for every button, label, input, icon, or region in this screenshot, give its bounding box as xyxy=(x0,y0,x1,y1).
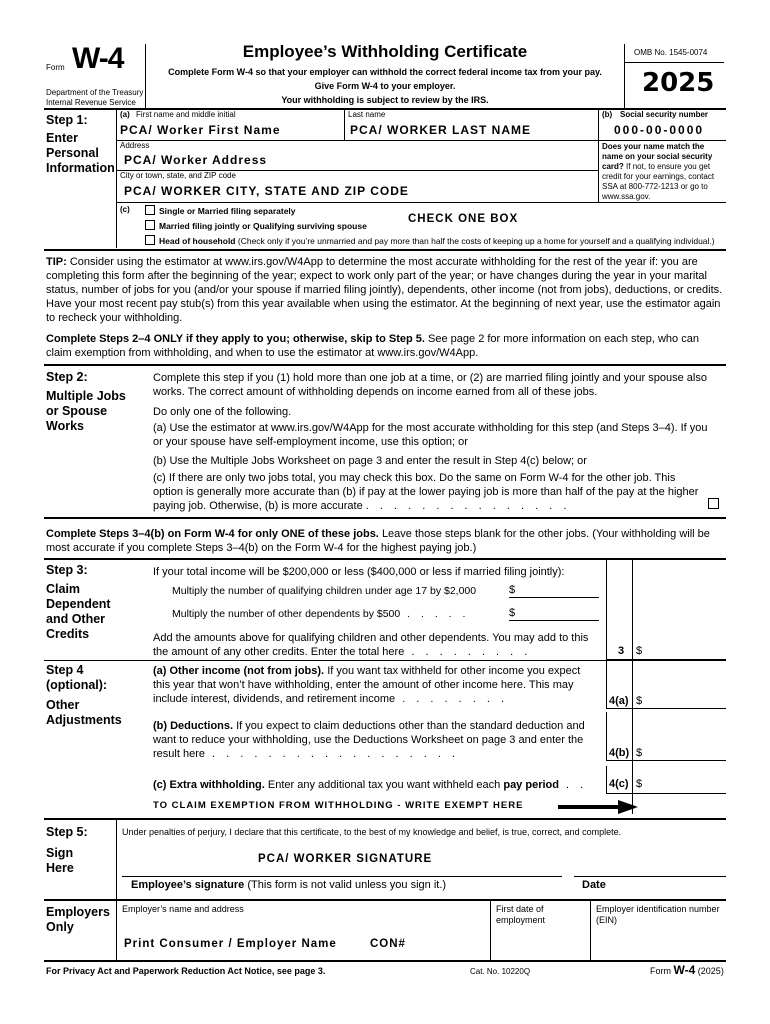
step2-title-3: Works xyxy=(46,419,84,433)
step1-title-1: Enter xyxy=(46,131,78,145)
step2-title-1: Multiple Jobs xyxy=(46,389,126,403)
form-name: W-4 xyxy=(72,42,124,75)
single-checkbox[interactable] xyxy=(145,205,155,215)
subtitle-1: Complete Form W-4 so that your employer can withhold the correct federal income tax from your pay. xyxy=(168,67,602,77)
step2-label: Step 2: xyxy=(46,370,88,384)
step3-line2-text: Multiply the number of other dependents by $500 xyxy=(172,608,401,620)
step3-line2: Multiply the number of other dependents by $500 . . . . . xyxy=(172,608,470,620)
step4-title-2: Adjustments xyxy=(46,713,122,727)
head-household-checkbox[interactable] xyxy=(145,235,155,245)
omb-number: OMB No. 1545-0074 xyxy=(634,48,708,57)
ssn-field[interactable]: 000-00-0000 xyxy=(614,123,705,137)
hoh-rest: (Check only if you’re unmarried and pay more than half the costs of keeping up a home for yourself and a qualifying individual.) xyxy=(237,236,715,246)
perjury-statement: Under penalties of perjury, I declare that this certificate, to the best of my knowledge and belief, is true, correct, and complete. xyxy=(122,827,622,837)
step4a-bold: (a) Other income (not from jobs). xyxy=(153,665,325,677)
two-jobs-checkbox[interactable] xyxy=(708,498,719,509)
step4b-text: (b) Deductions. If you expect to claim deductions other than the standard deduction and want to reduce your withholding, use the Deductions Worksheet on page 3 and enter the result here . . . . . . . . . . . . . . . . . . xyxy=(153,720,585,760)
dept-line2: Internal Revenue Service xyxy=(46,98,136,107)
step2-do-only: Do only one of the following. xyxy=(153,406,292,418)
complete-2-4-rest: See page 2 for more information on each step, who can claim exemption from withholding, and when to use the estimator at www.irs.gov/W4App. xyxy=(46,333,699,359)
signature-label-bold: Employee’s signature xyxy=(131,879,245,891)
complete-3-4b-note xyxy=(46,527,726,555)
step4a-rest: If you want tax withheld for other income you expect this year that won’t have withholding, enter the amount of other income here. This may include interest, dividends, and retirement income xyxy=(153,665,581,705)
employers-title-2: Only xyxy=(46,920,74,934)
step3-add-text: Add the amounts above for qualifying children and other dependents. You may add to this the amount of any other credits. Enter the total here . . . . . . . . . xyxy=(153,632,589,658)
signature-label-rest: (This form is not valid unless you sign it.) xyxy=(247,879,447,891)
filing-status-c: (c) xyxy=(120,205,130,214)
step3-intro: If your total income will be $200,000 or less ($400,000 or less if married filing jointly): xyxy=(153,566,565,578)
first-date-label: First date of employment xyxy=(496,904,546,925)
step4c-bold: (c) Extra withholding. xyxy=(153,779,265,791)
step4b-dollar[interactable]: $ xyxy=(636,747,643,759)
step4b-bold: (b) Deductions. xyxy=(153,720,234,732)
first-name-a: (a) xyxy=(120,110,130,119)
step3-title-2: Dependent xyxy=(46,597,111,611)
step3-add-text-body: Add the amounts above for qualifying children and other dependents. You may add to this the amount of any other credits. Enter the total here xyxy=(153,632,589,658)
date-label: Date xyxy=(582,879,606,891)
step2-option-b: (b) Use the Multiple Jobs Worksheet on page 3 and enter the result in Step 4(c) below; or xyxy=(153,455,587,467)
address-label: Address xyxy=(120,141,150,150)
footer-form-name: W-4 xyxy=(673,963,696,977)
check-one-box-note: CHECK ONE BOX xyxy=(408,213,519,225)
arrow-right-icon xyxy=(556,797,640,817)
first-name-field[interactable]: PCA/ Worker First Name xyxy=(120,123,281,137)
step4c-rest: Enter any additional tax you want withheld each xyxy=(267,779,501,791)
cat-number: Cat. No. 10220Q xyxy=(470,967,531,976)
step4c-text: (c) Extra withholding. Enter any additional tax you want withheld each pay period . . xyxy=(153,779,588,791)
step2-option-a: (a) Use the estimator at www.irs.gov/W4App for the most accurate withholding for this step (and Steps 3–4). If you or your spouse have self-employment income, use this option; or xyxy=(153,422,708,448)
step3-title-1: Claim xyxy=(46,582,81,596)
step4a-dollar[interactable]: $ xyxy=(636,695,643,707)
footer-form-year: (2025) xyxy=(697,966,724,976)
step1-title-3: Information xyxy=(46,161,115,175)
step2-option-c: (c) If there are only two jobs total, you may check this box. Do the same on Form W-4 for the other job. This option is generally more accurate than (b) if pay at the lower paying job is more than half of the pay at the higher paying job. Otherwise, (b) is more accurate . . . . . . . . . . . . . . . xyxy=(153,472,699,512)
step4b-box-label: 4(b) xyxy=(609,747,630,759)
step5-title-1: Sign xyxy=(46,846,74,860)
married-label: Married filing jointly or Qualifying surviving spouse xyxy=(159,221,367,231)
step4a-box-label: 4(a) xyxy=(609,695,629,707)
form-prefix: Form xyxy=(46,63,65,72)
step2-title-2: or Spouse xyxy=(46,404,108,418)
step1-title-2: Personal xyxy=(46,146,99,160)
ssn-note-bold: Does your name match the name on your social security card? xyxy=(602,142,713,171)
city-label: City or town, state, and ZIP code xyxy=(120,171,236,180)
step3-line1: Multiply the number of qualifying children under age 17 by $2,000 xyxy=(172,585,477,597)
step4-title-1: Other xyxy=(46,698,80,712)
last-name-label: Last name xyxy=(348,110,386,119)
signature-field[interactable]: PCA/ WORKER SIGNATURE xyxy=(258,853,433,865)
privacy-notice: For Privacy Act and Paperwork Reduction Act Notice, see page 3. xyxy=(46,966,326,976)
step4c-bold2: pay period xyxy=(503,779,559,791)
complete-3-4b-bold: Complete Steps 3–4(b) on Form W-4 for only ONE of these jobs. xyxy=(46,528,379,540)
married-checkbox[interactable] xyxy=(145,220,155,230)
step3-title-4: Credits xyxy=(46,627,90,641)
employers-title-1: Employers xyxy=(46,905,110,919)
exempt-note: TO CLAIM EXEMPTION FROM WITHHOLDING - WRITE EXEMPT HERE xyxy=(153,800,524,811)
step3-line1-dollar: $ xyxy=(509,584,516,596)
complete-3-4b-rest: Leave those steps blank for the other jobs. (Your withholding will be most accurate if you complete Steps 3–4(b) on the Form W-4 for the highest paying job.) xyxy=(46,528,710,554)
city-field[interactable]: PCA/ WORKER CITY, STATE AND ZIP CODE xyxy=(124,184,409,198)
step4b-rest: If you expect to claim deductions other than the standard deduction and want to reduce your withholding, use the Deductions Worksheet on page 3 and enter the result here xyxy=(153,720,585,760)
hoh-bold: Head of household xyxy=(159,236,236,246)
head-household-label xyxy=(159,236,715,246)
step3-title-3: and Other xyxy=(46,612,106,626)
ein-label: Employer identification number (EIN) xyxy=(596,904,720,925)
ssn-note xyxy=(602,142,726,202)
con-number-field[interactable]: CON# xyxy=(370,938,406,950)
step2-intro: Complete this step if you (1) hold more than one job at a time, or (2) are married filing jointly and your spouse also works. The correct amount of withholding depends on income earned from all of these jobs. xyxy=(153,372,707,398)
last-name-field[interactable]: PCA/ WORKER LAST NAME xyxy=(350,123,531,137)
tip-text: Consider using the estimator at www.irs.gov/W4App to determine the most accurate withholding for the rest of the year if: you are completing this form after the beginning of the year; expect to work only part of the year; or have changes during the year in your marital status, number of jobs for you (and/or your spouse if married filing jointly), dependents, other income (not from jobs), deductions, or credits. Have your most recent pay stub(s) from this year available when using the estimator. At the beginning of next year, use the estimator again to recheck your withholding. xyxy=(46,256,723,324)
ssn-b: (b) xyxy=(602,110,613,119)
employer-name-field[interactable]: Print Consumer / Employer Name xyxy=(124,938,337,950)
tax-year: 2025 xyxy=(642,68,715,98)
footer-form-label: Form xyxy=(650,966,671,976)
form-title: Employee’s Withholding Certificate xyxy=(242,42,528,61)
step3-label: Step 3: xyxy=(46,563,88,577)
complete-2-4-bold: Complete Steps 2–4 ONLY if they apply to you; otherwise, skip to Step 5. xyxy=(46,333,425,345)
step4c-box-label: 4(c) xyxy=(609,778,629,790)
step5-title-2: Here xyxy=(46,861,74,875)
step4-label: Step 4 xyxy=(46,663,84,677)
signature-label xyxy=(131,879,446,891)
step3-line2-dollar: $ xyxy=(509,607,516,619)
step3-box-label: 3 xyxy=(618,645,625,657)
tip-paragraph xyxy=(46,255,726,325)
subtitle-3: Your withholding is subject to review by the IRS. xyxy=(281,95,489,105)
step4-optional: (optional): xyxy=(46,678,108,692)
ssn-label: Social security number xyxy=(620,110,709,119)
ssn-note-rest: If not, to ensure you get credit for your earnings, contact SSA at 800-772-1213 or go to www.ssa.gov. xyxy=(602,162,715,201)
tip-label: TIP: xyxy=(46,256,67,268)
employer-name-label: Employer’s name and address xyxy=(122,904,244,914)
dept-line1: Department of the Treasury xyxy=(46,88,144,97)
step2-option-c-text: (c) If there are only two jobs total, you may check this box. Do the same on Form W-4 for the other job. This option is generally more accurate than (b) if pay at the lower paying job is more than half of the pay at the higher paying job. Otherwise, (b) is more accurate xyxy=(153,472,699,512)
step5-label: Step 5: xyxy=(46,825,88,839)
step1-label: Step 1: xyxy=(46,113,88,127)
footer-form-id xyxy=(650,963,724,977)
step3-dollar[interactable]: $ xyxy=(636,645,643,657)
complete-2-4-note xyxy=(46,332,726,360)
address-field[interactable]: PCA/ Worker Address xyxy=(124,153,268,167)
step4c-dollar[interactable]: $ xyxy=(636,778,643,790)
single-label: Single or Married filing separately xyxy=(159,206,296,216)
step4a-text: (a) Other income (not from jobs). If you want tax withheld for other income you expect this year that won’t have withholding, enter the amount of other income here. This may include interest, dividends, and retirement income . . . . . . . . xyxy=(153,665,581,705)
subtitle-2: Give Form W-4 to your employer. xyxy=(314,81,456,91)
first-name-label: First name and middle initial xyxy=(136,110,236,119)
